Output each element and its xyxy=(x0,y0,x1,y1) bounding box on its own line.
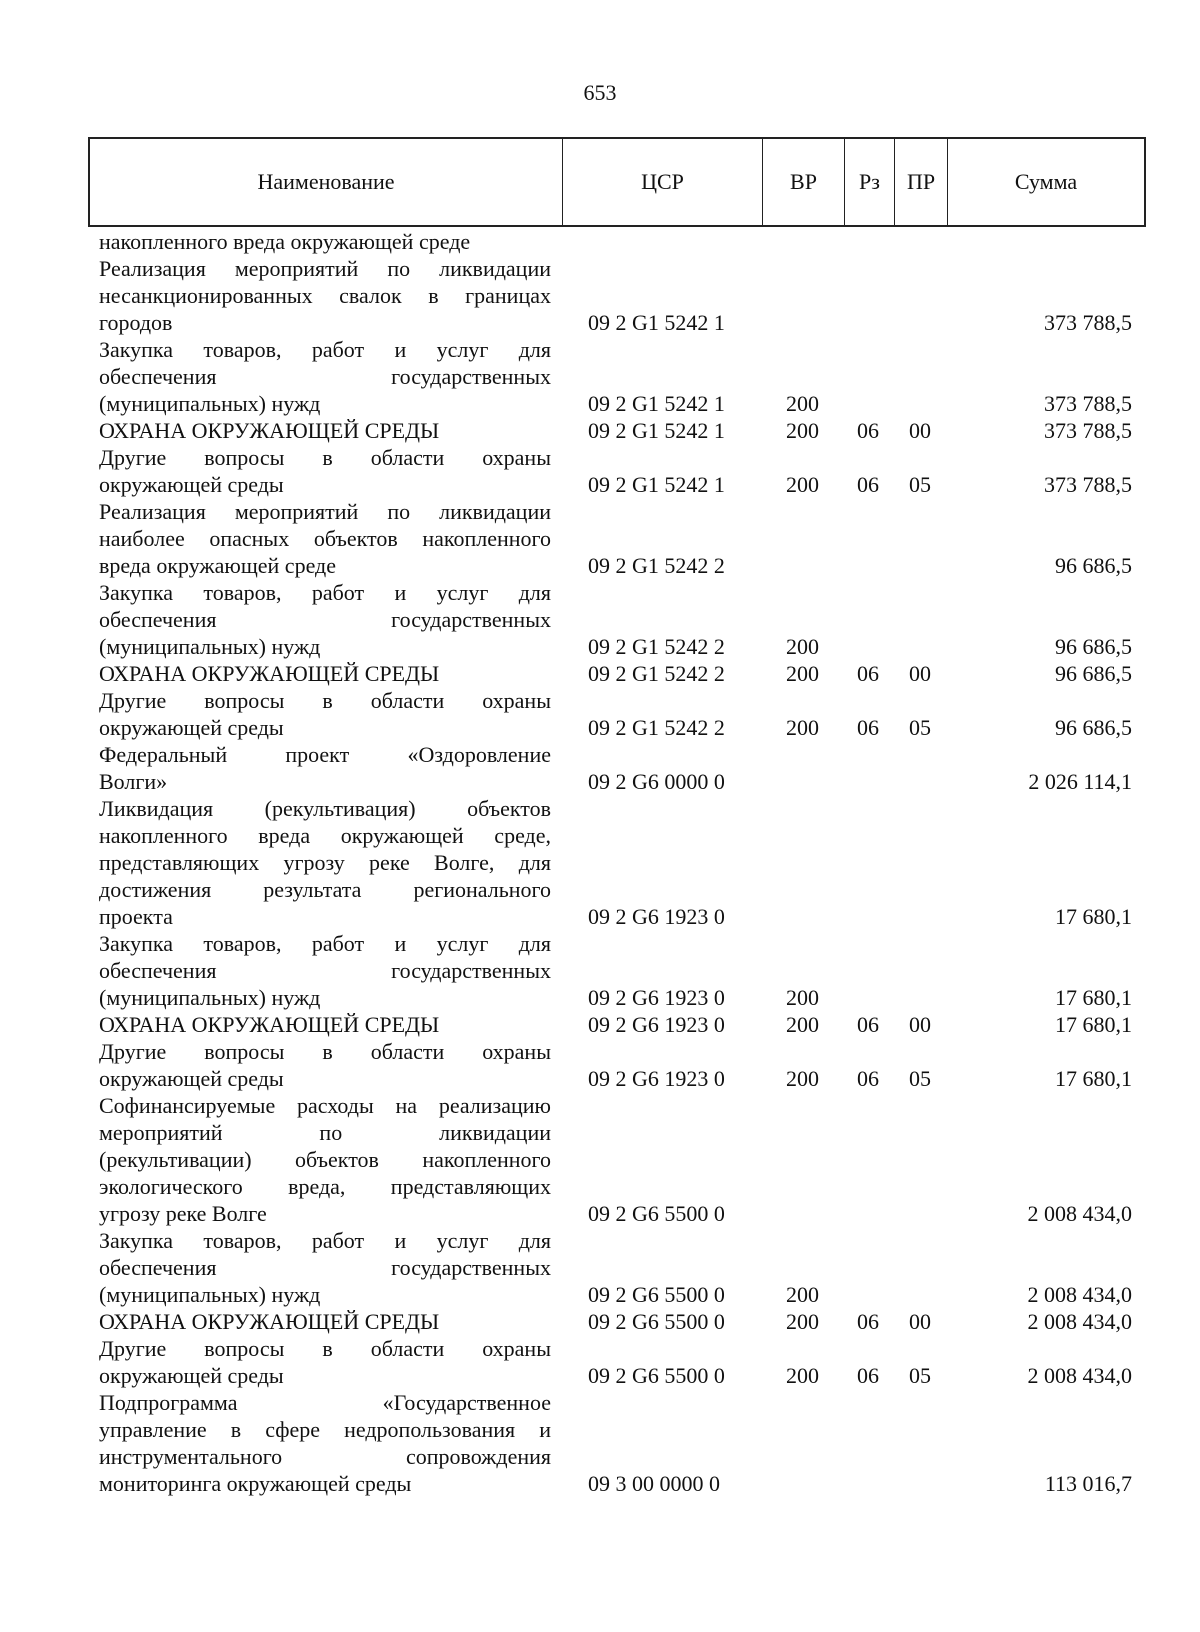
row-vr: 200 xyxy=(786,1282,819,1307)
row-name xyxy=(99,687,551,741)
row-name-line: окружающей среды xyxy=(99,715,284,740)
row-name-line: управление в сфере недропользования и xyxy=(99,1417,551,1442)
row-pr: 05 xyxy=(909,1066,931,1091)
row-rz: 06 xyxy=(857,472,879,497)
row-name-line: Реализация мероприятий по ликвидации xyxy=(99,256,551,281)
table-row xyxy=(0,1011,1200,1038)
row-name-line: Софинансируемые расходы на реализацию xyxy=(99,1093,551,1118)
row-sum: 2 026 114,1 xyxy=(1028,769,1132,794)
row-name-line: окружающей среды xyxy=(99,1066,284,1091)
column-header-csr: ЦСР xyxy=(562,139,762,225)
row-name-line: (муниципальных) нужд xyxy=(99,1282,321,1307)
row-csr: 09 3 00 0000 0 xyxy=(588,1471,720,1496)
row-csr: 09 2 G1 5242 2 xyxy=(588,553,725,578)
row-sum: 17 680,1 xyxy=(1055,904,1132,929)
row-name-line: обеспечения государственных xyxy=(99,958,551,983)
row-csr: 09 2 G6 1923 0 xyxy=(588,1012,725,1037)
row-vr: 200 xyxy=(786,634,819,659)
page-number: 653 xyxy=(583,80,617,105)
row-vr: 200 xyxy=(786,1363,819,1388)
row-pr: 00 xyxy=(909,418,931,443)
row-name-line: Федеральный проект «Оздоровление xyxy=(99,742,551,767)
row-csr: 09 2 G1 5242 1 xyxy=(588,310,725,335)
row-name-line: обеспечения государственных xyxy=(99,1255,551,1280)
row-name xyxy=(99,930,551,1011)
row-name-line: несанкционированных свалок в границах xyxy=(99,283,551,308)
row-rz: 06 xyxy=(857,418,879,443)
row-name-line: Волги» xyxy=(99,769,168,794)
row-pr: 00 xyxy=(909,1309,931,1334)
row-name-line: обеспечения государственных xyxy=(99,364,551,389)
table-row xyxy=(0,795,1200,930)
row-name xyxy=(99,498,551,579)
column-header-sum: Сумма xyxy=(947,139,1144,225)
row-name-line: Закупка товаров, работ и услуг для xyxy=(99,931,551,956)
row-csr: 09 2 G6 1923 0 xyxy=(588,985,725,1010)
row-name-line: Другие вопросы в области охраны xyxy=(99,445,551,470)
row-vr: 200 xyxy=(786,391,819,416)
row-sum: 373 788,5 xyxy=(1044,310,1132,335)
table-row xyxy=(0,498,1200,579)
row-vr: 200 xyxy=(786,1309,819,1334)
row-name-line: обеспечения государственных xyxy=(99,607,551,632)
row-name xyxy=(99,795,551,930)
row-csr: 09 2 G6 5500 0 xyxy=(588,1282,725,1307)
table-row xyxy=(0,930,1200,1011)
row-sum: 373 788,5 xyxy=(1044,418,1132,443)
table-row xyxy=(0,228,1200,255)
table-row xyxy=(0,444,1200,498)
table-row xyxy=(0,1308,1200,1335)
row-vr: 200 xyxy=(786,715,819,740)
row-csr: 09 2 G1 5242 1 xyxy=(588,391,725,416)
table-row xyxy=(0,255,1200,336)
row-sum: 96 686,5 xyxy=(1055,661,1132,686)
row-name-line: (муниципальных) нужд xyxy=(99,391,321,416)
column-header-name: Наименование xyxy=(257,169,395,194)
row-name-line: угрозу реке Волге xyxy=(99,1201,267,1226)
table-row xyxy=(0,1227,1200,1308)
row-name xyxy=(99,255,551,336)
row-sum: 96 686,5 xyxy=(1055,634,1132,659)
row-name xyxy=(99,1227,551,1308)
row-name xyxy=(99,579,551,660)
table-row xyxy=(0,1038,1200,1092)
row-name xyxy=(99,1389,551,1497)
row-sum: 96 686,5 xyxy=(1055,715,1132,740)
row-name-line: городов xyxy=(99,310,173,335)
row-csr: 09 2 G1 5242 1 xyxy=(588,472,725,497)
row-name-line: Другие вопросы в области охраны xyxy=(99,1336,551,1361)
row-sum: 2 008 434,0 xyxy=(1027,1201,1132,1226)
row-name-line: проекта xyxy=(99,904,173,929)
row-sum: 17 680,1 xyxy=(1055,985,1132,1010)
row-pr: 00 xyxy=(909,661,931,686)
row-name-line: окружающей среды xyxy=(99,1363,284,1388)
column-header-pr: ПР xyxy=(894,139,947,225)
row-rz: 06 xyxy=(857,1363,879,1388)
row-sum: 2 008 434,0 xyxy=(1027,1309,1132,1334)
row-sum: 2 008 434,0 xyxy=(1027,1282,1132,1307)
row-vr: 200 xyxy=(786,985,819,1010)
row-name-line: инструментального сопровождения xyxy=(99,1444,551,1469)
row-sum: 2 008 434,0 xyxy=(1027,1363,1132,1388)
row-name-line: ОХРАНА ОКРУЖАЮЩЕЙ СРЕДЫ xyxy=(99,1012,440,1037)
column-header-rz: Рз xyxy=(844,139,894,225)
row-name-line: Другие вопросы в области охраны xyxy=(99,1039,551,1064)
row-name-line: Подпрограмма «Государственное xyxy=(99,1390,551,1415)
row-sum: 96 686,5 xyxy=(1055,553,1132,578)
table-row xyxy=(0,579,1200,660)
table-row xyxy=(0,417,1200,444)
row-sum: 373 788,5 xyxy=(1044,391,1132,416)
row-sum: 373 788,5 xyxy=(1044,472,1132,497)
row-rz: 06 xyxy=(857,1012,879,1037)
table-row xyxy=(0,1092,1200,1227)
row-name xyxy=(99,1092,551,1227)
row-name xyxy=(99,444,551,498)
table-header xyxy=(88,137,1146,227)
row-name xyxy=(99,741,551,795)
table-body xyxy=(0,228,1200,1497)
row-name-line: Закупка товаров, работ и услуг для xyxy=(99,580,551,605)
row-name xyxy=(99,336,551,417)
row-vr: 200 xyxy=(786,418,819,443)
row-csr: 09 2 G6 0000 0 xyxy=(588,769,725,794)
row-name xyxy=(99,1308,551,1335)
row-name xyxy=(99,228,551,255)
row-sum: 17 680,1 xyxy=(1055,1066,1132,1091)
row-pr: 05 xyxy=(909,715,931,740)
row-csr: 09 2 G6 5500 0 xyxy=(588,1201,725,1226)
row-name xyxy=(99,1335,551,1389)
row-vr: 200 xyxy=(786,1066,819,1091)
row-name-line: ОХРАНА ОКРУЖАЮЩЕЙ СРЕДЫ xyxy=(99,418,440,443)
table-row xyxy=(0,741,1200,795)
table-row xyxy=(0,1335,1200,1389)
row-pr: 05 xyxy=(909,1363,931,1388)
row-name-line: (муниципальных) нужд xyxy=(99,985,321,1010)
row-name-line: ОХРАНА ОКРУЖАЮЩЕЙ СРЕДЫ xyxy=(99,661,440,686)
row-sum: 113 016,7 xyxy=(1044,1471,1132,1496)
row-name xyxy=(99,660,551,687)
row-name-line: мероприятий по ликвидации xyxy=(99,1120,551,1145)
row-csr: 09 2 G1 5242 2 xyxy=(588,715,725,740)
row-name xyxy=(99,1011,551,1038)
row-csr: 09 2 G6 5500 0 xyxy=(588,1309,725,1334)
row-name-line: (рекультивации) объектов накопленного xyxy=(99,1147,551,1172)
table-row xyxy=(0,687,1200,741)
row-name-line: Другие вопросы в области охраны xyxy=(99,688,551,713)
row-name-line: представляющих угрозу реке Волге, для xyxy=(99,850,551,875)
row-csr: 09 2 G1 5242 1 xyxy=(588,418,725,443)
row-csr: 09 2 G6 1923 0 xyxy=(588,904,725,929)
row-name-line: (муниципальных) нужд xyxy=(99,634,321,659)
table-row xyxy=(0,336,1200,417)
row-name-line: окружающей среды xyxy=(99,472,284,497)
row-name-line: мониторинга окружающей среды xyxy=(99,1471,412,1496)
row-name-line: экологического вреда, представляющих xyxy=(99,1174,551,1199)
row-name-line: накопленного вреда окружающей среде, xyxy=(99,823,551,848)
row-rz: 06 xyxy=(857,1066,879,1091)
row-name-line: вреда окружающей среде xyxy=(99,553,337,578)
row-name-line: Закупка товаров, работ и услуг для xyxy=(99,1228,551,1253)
row-csr: 09 2 G6 1923 0 xyxy=(588,1066,725,1091)
row-name-line: достижения результата регионального xyxy=(99,877,551,902)
row-name-line: Реализация мероприятий по ликвидации xyxy=(99,499,551,524)
row-csr: 09 2 G6 5500 0 xyxy=(588,1363,725,1388)
row-name-line: Ликвидация (рекультивация) объектов xyxy=(99,796,551,821)
row-vr: 200 xyxy=(786,661,819,686)
row-csr: 09 2 G1 5242 2 xyxy=(588,661,725,686)
row-name xyxy=(99,417,551,444)
row-name xyxy=(99,1038,551,1092)
row-rz: 06 xyxy=(857,1309,879,1334)
row-name-line: наиболее опасных объектов накопленного xyxy=(99,526,551,551)
row-pr: 05 xyxy=(909,472,931,497)
column-header-vr: ВР xyxy=(762,139,844,225)
row-csr: 09 2 G1 5242 2 xyxy=(588,634,725,659)
row-name-line: накопленного вреда окружающей среде xyxy=(99,229,471,254)
row-name-line: Закупка товаров, работ и услуг для xyxy=(99,337,551,362)
row-rz: 06 xyxy=(857,715,879,740)
row-pr: 00 xyxy=(909,1012,931,1037)
row-sum: 17 680,1 xyxy=(1055,1012,1132,1037)
table-row xyxy=(0,660,1200,687)
row-name-line: ОХРАНА ОКРУЖАЮЩЕЙ СРЕДЫ xyxy=(99,1309,440,1334)
row-vr: 200 xyxy=(786,1012,819,1037)
row-vr: 200 xyxy=(786,472,819,497)
row-rz: 06 xyxy=(857,661,879,686)
table-row xyxy=(0,1389,1200,1497)
